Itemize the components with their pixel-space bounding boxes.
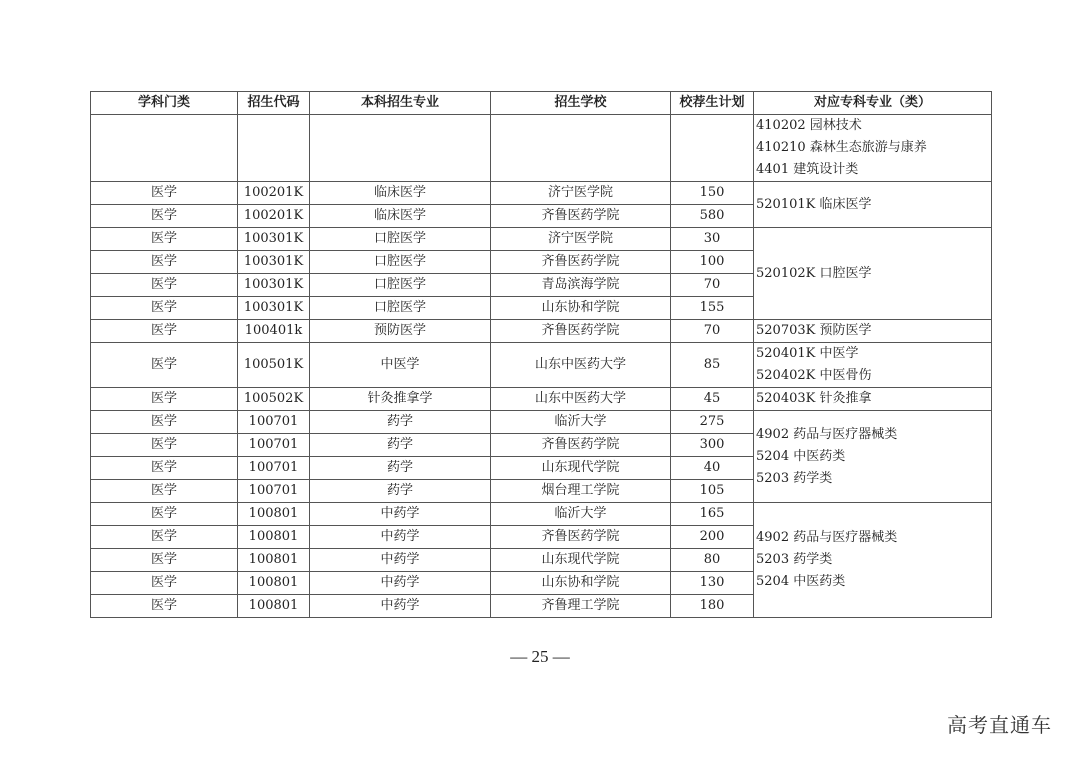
table-row-continued (91, 115, 992, 182)
category-cell: 医学 (91, 320, 238, 343)
header-category: 学科门类 (91, 92, 238, 115)
related-major-cell (754, 503, 992, 618)
table-row (91, 411, 992, 434)
major-cell: 药学 (310, 457, 491, 480)
school-cell: 齐鲁医药学院 (491, 205, 671, 228)
code-cell: 100701 (238, 480, 310, 503)
school-cell: 济宁医学院 (491, 228, 671, 251)
plan-cell: 130 (671, 572, 754, 595)
related-major-cell (754, 388, 992, 411)
related-major-line: 520403K 针灸推拿 (756, 391, 872, 406)
table-row (91, 228, 992, 251)
related-major-cell (754, 343, 992, 388)
major-cell: 口腔医学 (310, 274, 491, 297)
related-major-line: 5203 药学类 (756, 552, 833, 567)
empty-cell (671, 115, 754, 182)
code-cell: 100501K (238, 343, 310, 388)
category-cell: 医学 (91, 457, 238, 480)
major-cell: 中药学 (310, 526, 491, 549)
major-cell: 药学 (310, 480, 491, 503)
table-row (91, 182, 992, 205)
school-cell: 青岛滨海学院 (491, 274, 671, 297)
school-cell: 临沂大学 (491, 411, 671, 434)
plan-cell: 150 (671, 182, 754, 205)
school-cell: 山东中医药大学 (491, 388, 671, 411)
school-cell: 齐鲁医药学院 (491, 434, 671, 457)
code-cell: 100801 (238, 503, 310, 526)
category-cell: 医学 (91, 434, 238, 457)
code-cell: 100301K (238, 297, 310, 320)
plan-cell: 45 (671, 388, 754, 411)
related-major-line: 410210 森林生态旅游与康养 (756, 140, 927, 155)
table-row (91, 320, 992, 343)
code-cell: 100701 (238, 411, 310, 434)
empty-cell (238, 115, 310, 182)
header-school: 招生学校 (491, 92, 671, 115)
major-cell: 预防医学 (310, 320, 491, 343)
related-major-line: 4401 建筑设计类 (756, 162, 859, 177)
major-cell: 针灸推拿学 (310, 388, 491, 411)
code-cell: 100201K (238, 182, 310, 205)
school-cell: 济宁医学院 (491, 182, 671, 205)
major-cell: 口腔医学 (310, 251, 491, 274)
plan-cell: 30 (671, 228, 754, 251)
major-cell: 中药学 (310, 595, 491, 618)
category-cell: 医学 (91, 503, 238, 526)
major-cell: 中药学 (310, 503, 491, 526)
major-cell: 临床医学 (310, 205, 491, 228)
plan-cell: 165 (671, 503, 754, 526)
related-major-cell (754, 182, 992, 228)
code-cell: 100401k (238, 320, 310, 343)
code-cell: 100801 (238, 549, 310, 572)
related-major-line: 4902 药品与医疗器械类 (756, 426, 898, 442)
related-major-line: 410202 园林技术 (756, 118, 862, 133)
code-cell: 100801 (238, 572, 310, 595)
plan-cell: 40 (671, 457, 754, 480)
header-code: 招生代码 (238, 92, 310, 115)
related-major-cell (754, 411, 992, 503)
code-cell: 100301K (238, 274, 310, 297)
plan-cell: 300 (671, 434, 754, 457)
header-plan: 校荐生计划 (671, 92, 754, 115)
empty-cell (91, 115, 238, 182)
enrollment-table (90, 91, 992, 618)
major-cell: 药学 (310, 434, 491, 457)
page-number: — 25 — (510, 647, 570, 666)
related-major-line: 5204 中医药类 (756, 574, 846, 589)
major-cell: 口腔医学 (310, 228, 491, 251)
header-related-major: 对应专科专业（类） (754, 92, 992, 115)
related-major-line: 520703K 预防医学 (756, 323, 872, 338)
school-cell: 山东中医药大学 (491, 343, 671, 388)
code-cell: 100301K (238, 251, 310, 274)
related-major-cell (754, 228, 992, 320)
major-cell: 临床医学 (310, 182, 491, 205)
plan-cell: 155 (671, 297, 754, 320)
category-cell: 医学 (91, 182, 238, 205)
plan-cell: 85 (671, 343, 754, 388)
category-cell: 医学 (91, 205, 238, 228)
category-cell: 医学 (91, 480, 238, 503)
related-major-line: 520401K 中医学 (756, 346, 859, 361)
major-cell: 中医学 (310, 343, 491, 388)
category-cell: 医学 (91, 228, 238, 251)
related-major-line: 520402K 中医骨伤 (756, 368, 872, 383)
code-cell: 100801 (238, 595, 310, 618)
category-cell: 医学 (91, 251, 238, 274)
code-cell: 100701 (238, 457, 310, 480)
related-major-line: 5204 中医药类 (756, 448, 846, 464)
table-header-row (91, 92, 992, 115)
category-cell: 医学 (91, 572, 238, 595)
major-cell: 中药学 (310, 572, 491, 595)
category-cell: 医学 (91, 388, 238, 411)
plan-cell: 275 (671, 411, 754, 434)
related-major-line: 5203 药学类 (756, 470, 833, 486)
major-cell: 中药学 (310, 549, 491, 572)
code-cell: 100201K (238, 205, 310, 228)
category-cell: 医学 (91, 343, 238, 388)
category-cell: 医学 (91, 549, 238, 572)
school-cell: 齐鲁理工学院 (491, 595, 671, 618)
code-cell: 100502K (238, 388, 310, 411)
plan-cell: 180 (671, 595, 754, 618)
table-row (91, 388, 992, 411)
code-cell: 100801 (238, 526, 310, 549)
category-cell: 医学 (91, 595, 238, 618)
school-cell: 山东现代学院 (491, 457, 671, 480)
related-major-line: 4902 药品与医疗器械类 (756, 530, 898, 545)
empty-cell (491, 115, 671, 182)
plan-cell: 580 (671, 205, 754, 228)
related-major-cell (754, 115, 992, 182)
category-cell: 医学 (91, 297, 238, 320)
header-major: 本科招生专业 (310, 92, 491, 115)
school-cell: 齐鲁医药学院 (491, 526, 671, 549)
plan-cell: 200 (671, 526, 754, 549)
plan-cell: 100 (671, 251, 754, 274)
school-cell: 临沂大学 (491, 503, 671, 526)
school-cell: 山东协和学院 (491, 572, 671, 595)
school-cell: 齐鲁医药学院 (491, 251, 671, 274)
school-cell: 烟台理工学院 (491, 480, 671, 503)
plan-cell: 70 (671, 274, 754, 297)
empty-cell (310, 115, 491, 182)
code-cell: 100301K (238, 228, 310, 251)
code-cell: 100701 (238, 434, 310, 457)
related-major-line: 520102K 口腔医学 (756, 265, 872, 281)
related-major-line: 520101K 临床医学 (756, 196, 872, 212)
plan-cell: 80 (671, 549, 754, 572)
school-cell: 山东协和学院 (491, 297, 671, 320)
plan-cell: 70 (671, 320, 754, 343)
plan-cell: 105 (671, 480, 754, 503)
category-cell: 医学 (91, 274, 238, 297)
watermark: 高考直通车 (947, 713, 1052, 737)
major-cell: 药学 (310, 411, 491, 434)
category-cell: 医学 (91, 411, 238, 434)
table-row (91, 503, 992, 526)
major-cell: 口腔医学 (310, 297, 491, 320)
category-cell: 医学 (91, 526, 238, 549)
related-major-cell (754, 320, 992, 343)
table-row (91, 343, 992, 388)
school-cell: 齐鲁医药学院 (491, 320, 671, 343)
school-cell: 山东现代学院 (491, 549, 671, 572)
